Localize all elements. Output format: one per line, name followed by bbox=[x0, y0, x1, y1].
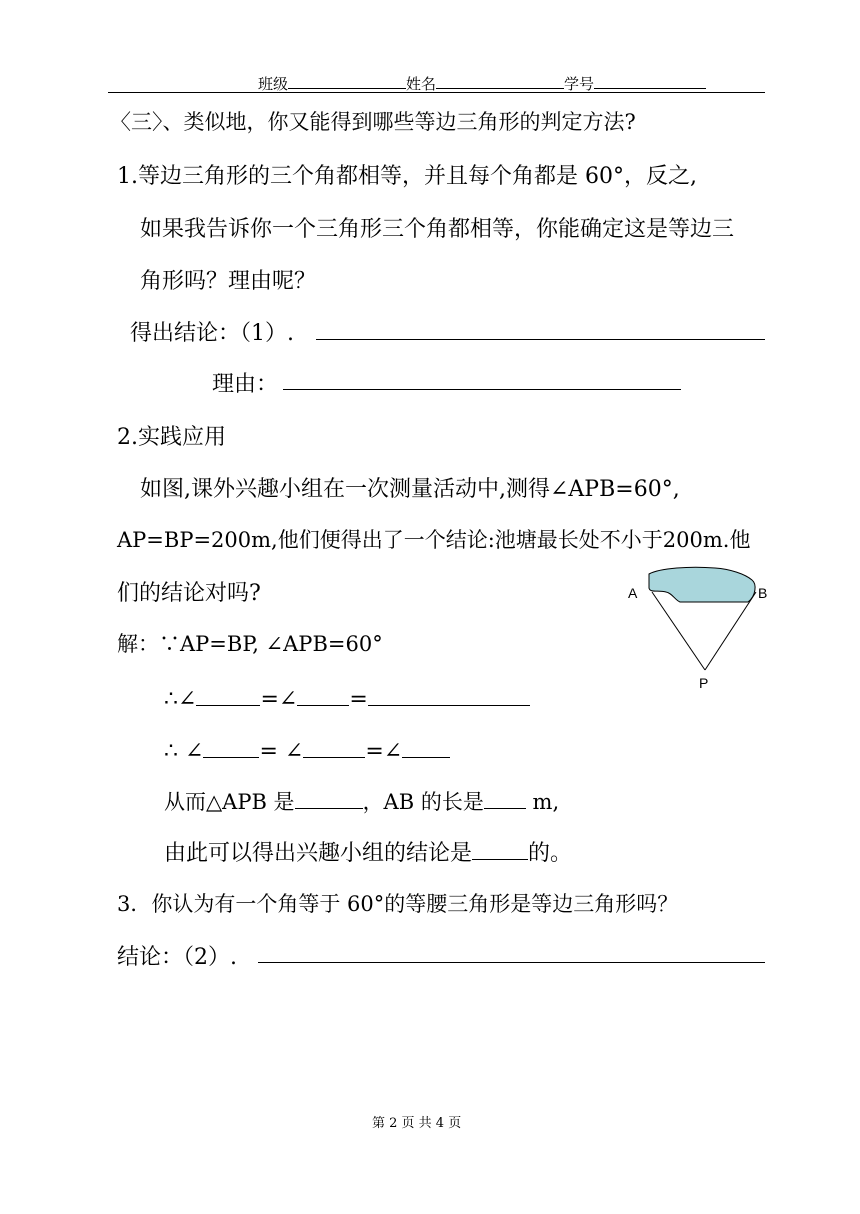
step1-blank-2[interactable] bbox=[297, 682, 349, 706]
conclusion1-label: 得出结论：（1）. bbox=[130, 321, 294, 346]
q2-line1: 如图,课外兴趣小组在一次测量活动中,测得∠APB=60°, bbox=[140, 477, 680, 502]
q3-line1: 3．你认为有一个角等于 60°的等腰三角形是等边三角形吗？ bbox=[117, 892, 679, 916]
label-b: B bbox=[758, 585, 768, 601]
pond-shape bbox=[649, 567, 755, 602]
name-label: 姓名 bbox=[406, 74, 437, 93]
step2-text-b: = ∠ bbox=[259, 739, 304, 765]
step2-text-c: =∠ bbox=[365, 739, 403, 765]
pond-figure bbox=[620, 560, 780, 690]
step2-text-a: ∴ ∠ bbox=[164, 739, 204, 765]
step4-text-b: 的。 bbox=[528, 841, 573, 867]
conclusion2-blank[interactable] bbox=[258, 962, 765, 963]
step2-blank-1[interactable] bbox=[203, 734, 259, 758]
reason-label: 理由： bbox=[212, 372, 279, 397]
step1-blank-1[interactable] bbox=[196, 682, 260, 706]
step3-text-c: m, bbox=[532, 790, 560, 815]
solution-step2 bbox=[164, 734, 450, 764]
solution-step3 bbox=[164, 786, 559, 816]
q1-line2: 如果我告诉你一个三角形三个角都相等，你能确定这是等边三 bbox=[140, 217, 735, 242]
q1-line3: 角形吗？理由呢？ bbox=[140, 269, 317, 294]
q1-line1: 1.等边三角形的三个角都相等，并且每个角都是 60°，反之, bbox=[117, 164, 697, 189]
step4-text-a: 由此可以得出兴趣小组的结论是 bbox=[164, 841, 473, 867]
step2-blank-3[interactable] bbox=[402, 734, 450, 758]
solution-step1 bbox=[164, 682, 530, 712]
id-blank[interactable] bbox=[594, 72, 706, 89]
step3-text-a: 从而△APB 是 bbox=[164, 790, 295, 815]
solution-prefix: 解：∵AP=BP, ∠APB=60° bbox=[117, 632, 383, 656]
page-footer: 第 2 页 共 4 页 bbox=[372, 1116, 462, 1131]
step1-text-b: =∠ bbox=[260, 687, 298, 713]
section-title: 〈三〉、类似地，你又能得到哪些等边三角形的判定方法? bbox=[110, 110, 636, 134]
step4-blank-1[interactable] bbox=[472, 836, 528, 860]
label-p: P bbox=[699, 675, 709, 690]
step3-blank-2[interactable] bbox=[484, 786, 526, 809]
step2-blank-2[interactable] bbox=[303, 734, 365, 758]
q2-line3: 们的结论对吗? bbox=[117, 581, 261, 606]
id-label: 学号 bbox=[564, 74, 595, 93]
class-label: 班级 bbox=[258, 74, 289, 93]
q2-heading: 2.实践应用 bbox=[117, 425, 226, 450]
step3-blank-1[interactable] bbox=[295, 786, 363, 809]
step3-text-b: ，AB 的长是 bbox=[362, 790, 484, 815]
solution-step4 bbox=[164, 836, 572, 867]
header-fields bbox=[258, 72, 706, 94]
step1-text-a: ∴∠ bbox=[164, 687, 197, 713]
name-blank[interactable] bbox=[436, 72, 564, 89]
q2-line2: AP=BP=200m,他们便得出了一个结论:池塘最长处不小于200m.他 bbox=[117, 528, 751, 552]
reason-blank[interactable] bbox=[283, 389, 681, 390]
conclusion1-blank[interactable] bbox=[316, 339, 765, 340]
segment-bp bbox=[705, 592, 756, 670]
class-blank[interactable] bbox=[288, 72, 406, 89]
conclusion2-label: 结论：（2）. bbox=[117, 945, 237, 970]
label-a: A bbox=[628, 585, 638, 601]
step1-text-c: = bbox=[349, 687, 368, 713]
step1-blank-3[interactable] bbox=[368, 682, 530, 706]
header-rule bbox=[108, 92, 765, 93]
segment-ap bbox=[652, 592, 705, 670]
